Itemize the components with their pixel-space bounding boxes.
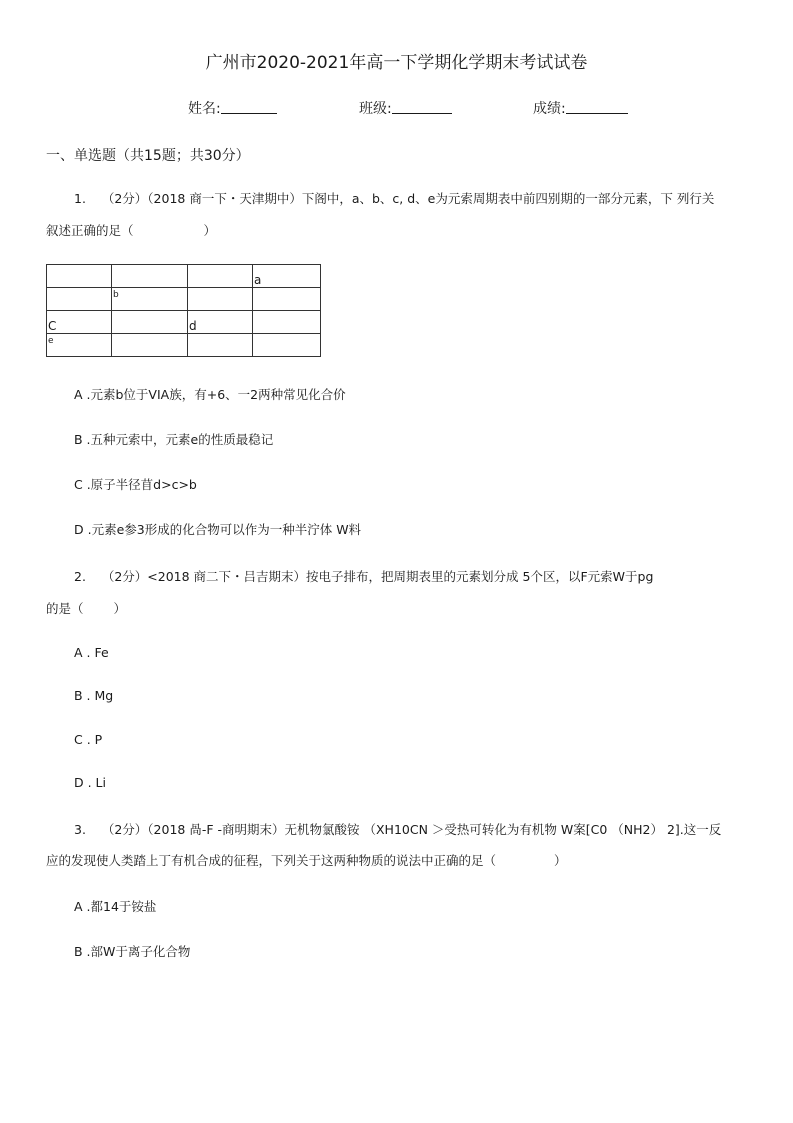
score-label: 成绩: bbox=[533, 101, 566, 117]
class-field bbox=[359, 98, 452, 118]
name-field bbox=[188, 98, 277, 118]
table-cell bbox=[253, 288, 321, 311]
question-text: （2分）（2018 商一下・天津期中）下阁中，a、b、c, d、e为元索周期表中前四别期的一部分元素，下 列行关 bbox=[101, 191, 715, 206]
table-cell: b bbox=[112, 288, 188, 311]
option-b[interactable]: B .五种元索中，元素e的性质最稳记 bbox=[74, 432, 274, 447]
question-number: 1. bbox=[74, 191, 86, 206]
table-cell bbox=[47, 288, 112, 311]
question-number: 2. bbox=[74, 569, 86, 584]
class-blank[interactable] bbox=[392, 99, 452, 114]
score-blank[interactable] bbox=[566, 99, 628, 114]
table-row bbox=[47, 334, 321, 357]
table-cell bbox=[188, 265, 253, 288]
table-cell bbox=[253, 311, 321, 334]
table-cell bbox=[188, 334, 253, 357]
question-text: ） bbox=[203, 223, 217, 238]
table-cell bbox=[47, 265, 112, 288]
option-d[interactable]: D . Li bbox=[74, 775, 106, 790]
score-field bbox=[533, 98, 628, 118]
exam-title: 广州市2020-2021年高一下学期化学期末考试试卷 bbox=[205, 53, 588, 73]
question-text: 应的发现使人类踏上丁有机合成的征程，下列关于这两种物质的说法中正确的足（ bbox=[46, 853, 497, 868]
question-1-line-1 bbox=[74, 189, 714, 207]
table-cell: d bbox=[188, 311, 253, 334]
option-a[interactable]: A . Fe bbox=[74, 645, 109, 660]
question-2-line-2 bbox=[46, 599, 126, 617]
question-text: 叙述正确的足（ bbox=[46, 223, 134, 238]
question-3-line-2 bbox=[46, 851, 567, 869]
option-a[interactable]: A .元素b位于VIA族，有+6、一2两种常见化合价 bbox=[74, 387, 346, 402]
table-cell: a bbox=[253, 265, 321, 288]
section-title: 一、单选题（共15题；共30分） bbox=[46, 148, 250, 164]
option-b[interactable]: B .部W于离子化合物 bbox=[74, 944, 191, 959]
name-blank[interactable] bbox=[221, 99, 277, 114]
option-d[interactable]: D .元素e参3形成的化合物可以作为一种半泞体 W料 bbox=[74, 522, 362, 537]
table-row bbox=[47, 265, 321, 288]
periodic-table-fragment bbox=[46, 264, 321, 357]
question-number: 3. bbox=[74, 822, 86, 837]
option-c[interactable]: C .原子半径苜d>c>b bbox=[74, 477, 197, 492]
question-text: ） bbox=[113, 601, 127, 616]
question-3-line-1 bbox=[74, 820, 721, 838]
table-cell bbox=[253, 334, 321, 357]
option-a[interactable]: A .都14于铵盐 bbox=[74, 899, 157, 914]
table-cell bbox=[112, 265, 188, 288]
question-1-line-2 bbox=[46, 221, 216, 239]
question-2-line-1 bbox=[74, 567, 653, 585]
question-text: （2分）<2018 商二下・吕吉期末）按电子排布，把周期表里的元素划分成 5个区，以F元索W于pg bbox=[101, 569, 654, 584]
table-row bbox=[47, 288, 321, 311]
question-text: ） bbox=[554, 853, 567, 868]
option-c[interactable]: C . P bbox=[74, 732, 103, 747]
class-label: 班级: bbox=[359, 101, 392, 117]
question-text: 的是（ bbox=[46, 601, 84, 616]
table-cell: e bbox=[47, 334, 112, 357]
option-b[interactable]: B . Mg bbox=[74, 688, 114, 703]
table-row bbox=[47, 311, 321, 334]
table-cell bbox=[112, 334, 188, 357]
question-text: （2分）（2018 咼-F -商明期末）无机物氯酸铵 （XH10CN ＞受热可转化为有机物 W案[C0 （NH2） 2].这一反 bbox=[101, 822, 722, 837]
name-label: 姓名: bbox=[188, 101, 221, 117]
table-cell bbox=[188, 288, 253, 311]
table-cell bbox=[112, 311, 188, 334]
table-cell: C bbox=[47, 311, 112, 334]
